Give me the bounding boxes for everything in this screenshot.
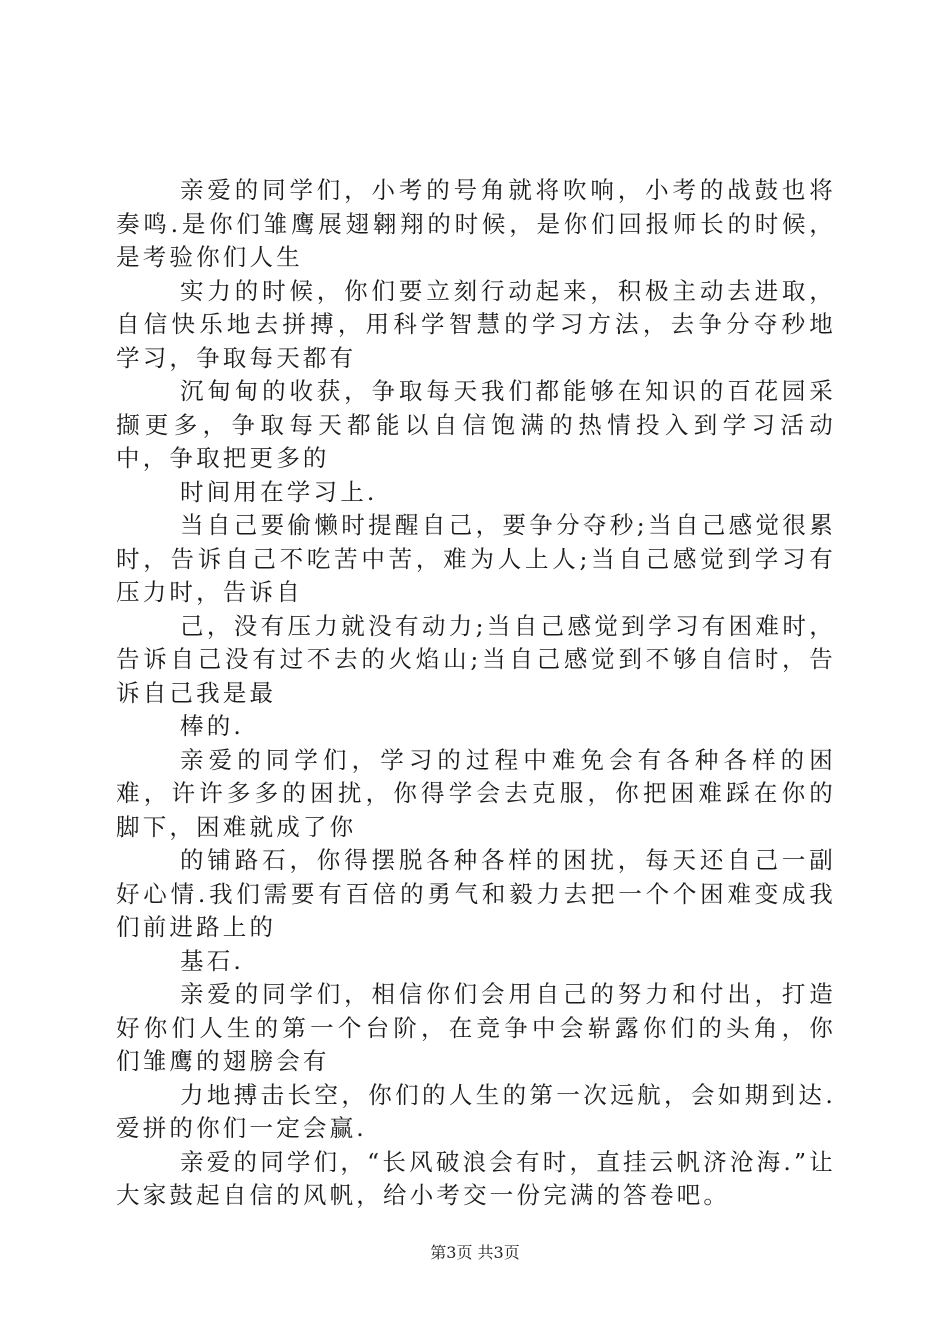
paragraph-13: 亲爱的同学们，“长风破浪会有时，直挂云帆济沧海.”让大家鼓起自信的风帆，给小考交一份完满的答卷吧。 xyxy=(116,1147,836,1209)
paragraph-12: 力地搏击长空，你们的人生的第一次远航，会如期到达.爱拼的你们一定会赢. xyxy=(116,1080,836,1142)
paragraph-10: 基石. xyxy=(180,946,245,975)
paragraph-6: 己，没有压力就没有动力;当自己感觉到学习有困难时，告诉自己没有过不去的火焰山;当自己感觉到不够自信时，告诉自己我是最 xyxy=(116,611,836,707)
paragraph-8: 亲爱的同学们，学习的过程中难免会有各种各样的困难，许许多多的困扰，你得学会去克服，你把困难踩在你的脚下，困难就成了你 xyxy=(116,745,836,841)
paragraph-9: 的铺路石，你得摆脱各种各样的困扰，每天还自己一副好心情.我们需要有百倍的勇气和毅力去把一个个困难变成我们前进路上的 xyxy=(116,846,836,941)
document-body xyxy=(116,174,836,1213)
paragraph-1: 亲爱的同学们，小考的号角就将吹响，小考的战鼓也将奏鸣.是你们雏鹰展翅翱翔的时候，是你们回报师长的时候，是考验你们人生 xyxy=(116,176,836,271)
paragraph-7: 棒的. xyxy=(180,712,245,740)
paragraph-5: 当自己要偷懒时提醒自己，要争分夺秒;当自己感觉很累时，告诉自己不吃苦中苦，难为人上人;当自己感觉到学习有压力时，告诉自 xyxy=(116,511,836,606)
paragraph-11: 亲爱的同学们，相信你们会用自己的努力和付出，打造好你们人生的第一个台阶，在竞争中会崭露你们的头角，你们雏鹰的翅膀会有 xyxy=(116,980,836,1075)
paragraph-2: 实力的时候，你们要立刻行动起来，积极主动去进取，自信快乐地去拼搏，用科学智慧的学习方法，去争分夺秒地学习，争取每天都有 xyxy=(116,276,836,372)
paragraph-4: 时间用在学习上. xyxy=(180,477,378,506)
paragraph-3: 沉甸甸的收获，争取每天我们都能够在知识的百花园采撷更多，争取每天都能以自信饱满的热情投入到学习活动中，争取把更多的 xyxy=(116,377,836,472)
page-number-label: 第3页 共3页 xyxy=(430,1243,520,1262)
page-footer xyxy=(0,1243,950,1263)
